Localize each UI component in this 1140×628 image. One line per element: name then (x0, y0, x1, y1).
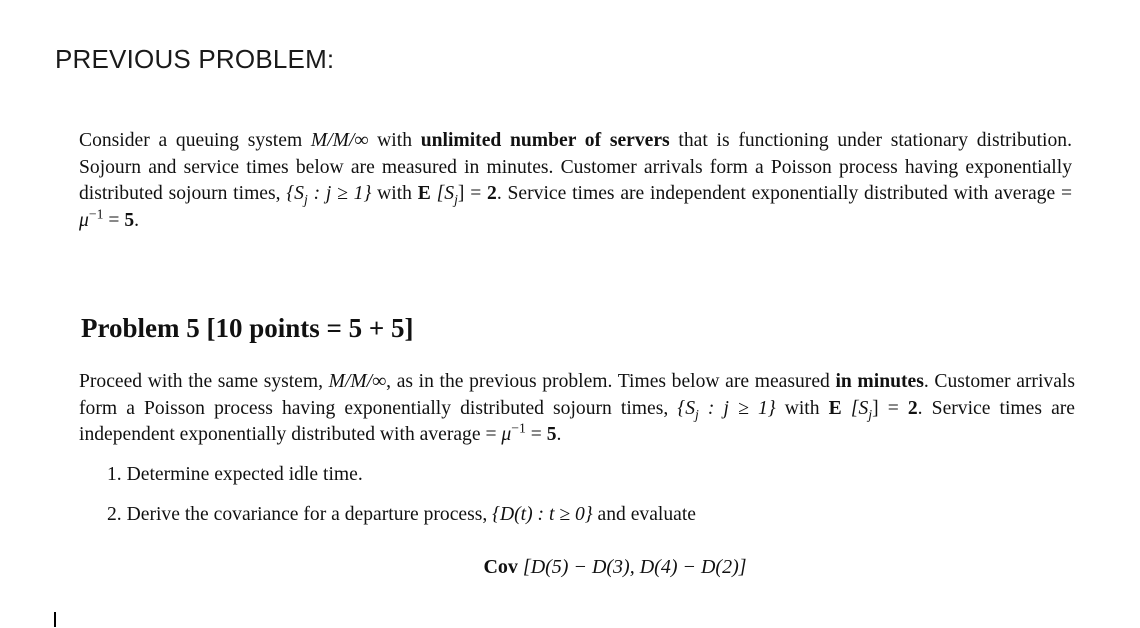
problem-title: Problem 5 [10 points = 5 + 5] (81, 313, 414, 343)
list-text: Derive the covariance for a departure process, {D(t) : t ≥ 0} and evaluate (126, 504, 696, 525)
list-number: 1. (107, 464, 122, 485)
covariance-formula: Cov [D(5) − D(3), D(4) − D(2)] (483, 556, 747, 578)
problem-statement: Proceed with the same system, M/M/∞, as in the previous problem. Times below are measured in minutes. Customer arrivals form a Poisson process having exponentially distributed sojourn times, {$S_j$ : j ≥ 1} with E $[S_j] = 2$. Service times are independent exponentially distributed with average = $\mu^{-1} = 5$. (79, 371, 1076, 445)
task-list (107, 464, 696, 526)
previous-problem-statement: Consider a queuing system M/M/∞ with unlimited number of servers that is functioning under stationary distribution. Sojourn and service times below are measured in minutes. Customer arrivals form a Poisson process having exponentially distributed sojourn times, {$S_j$ : j ≥ 1} with E $[S_j] = 2$. Service times are independent exponentially distributed with average = $\mu^{-1} = 5$. (79, 130, 1073, 231)
list-item (107, 504, 696, 526)
previous-problem-header: PREVIOUS PROBLEM: (55, 44, 335, 74)
text-cursor (54, 612, 56, 627)
list-text: Determine expected idle time. (126, 464, 363, 485)
list-number: 2. (107, 504, 122, 525)
list-item (107, 464, 696, 486)
